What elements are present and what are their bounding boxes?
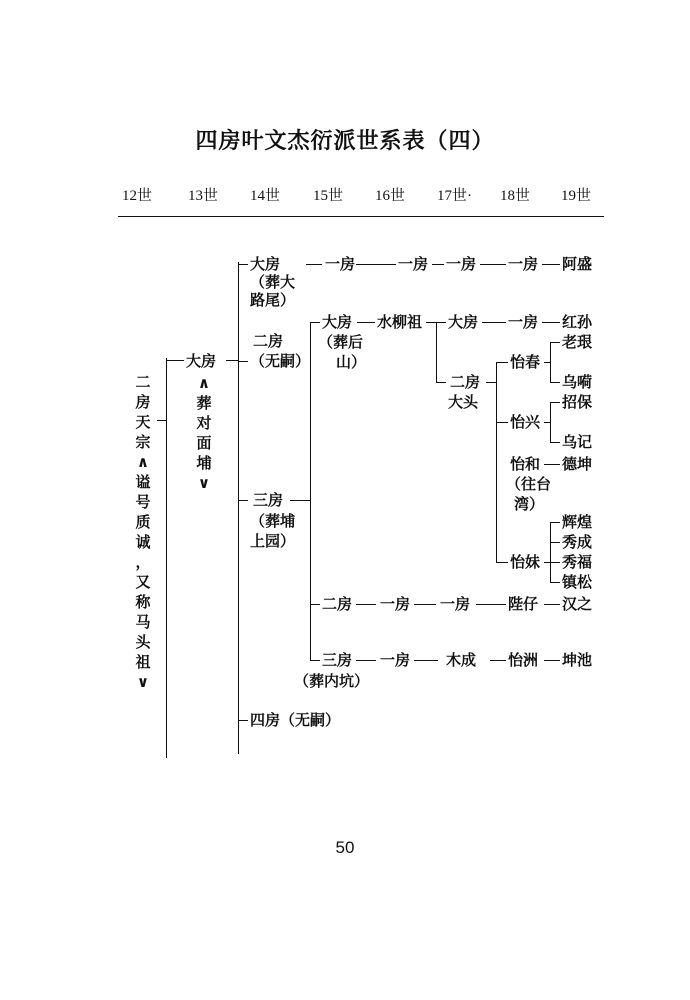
gen-18: 18世	[500, 188, 531, 204]
root-ancestor: 二 房 天 宗 ∧ 谥 号 质 诚 ， 又 称 马 头 祖 ∨	[135, 373, 151, 691]
g16-yifang-c: 一房	[380, 651, 411, 669]
g14-sanfang-note1: （葬埔	[250, 512, 296, 530]
gen-12: 12世	[122, 188, 153, 204]
g14-dafang: 大房	[250, 255, 281, 273]
line-14-trunk	[238, 262, 239, 754]
g19-kunchi: 坤池	[562, 651, 593, 669]
gen-13: 13世	[188, 188, 219, 204]
g15-dafang-note1: （葬后	[318, 333, 364, 351]
g18-yichun: 怡春	[510, 353, 541, 371]
g15-sanfang-note: （葬内坑）	[294, 672, 370, 690]
g18-yifang: 一房	[508, 313, 539, 331]
line-13-14	[226, 360, 238, 361]
line-15-erfang	[310, 604, 320, 605]
line-root-vertical	[166, 358, 167, 758]
line-yimei-a	[550, 522, 560, 523]
line-er-d	[544, 604, 560, 605]
g17-mucheng: 木成	[446, 651, 477, 669]
row1-g15: 一房	[325, 255, 356, 273]
gen-17: 17世·	[437, 188, 472, 204]
header-rule	[118, 216, 604, 217]
g18-yixing: 怡兴	[510, 413, 541, 431]
g14-sanfang: 三房	[253, 491, 284, 509]
g17-dafang: 大房	[448, 313, 479, 331]
g18-yimei: 怡妹	[510, 553, 541, 571]
page-title: 四房叶文杰衍派世系表（四）	[195, 129, 495, 154]
g19-xiufu: 秀福	[562, 553, 593, 571]
g17-yifang-b: 一房	[440, 595, 471, 613]
g19-huihuang: 辉煌	[562, 513, 593, 531]
line-yichun	[496, 362, 508, 363]
gen-19: 19世	[561, 188, 592, 204]
row1-g16: 一房	[398, 255, 429, 273]
g18-yihe-note1: （往台	[506, 475, 552, 493]
line-15-dafang	[310, 322, 320, 323]
g19-zhensong: 镇松	[562, 573, 593, 591]
g19-hanzhi: 汉之	[562, 595, 593, 613]
line-yixing	[496, 422, 508, 423]
line-18-19a	[542, 322, 560, 323]
g14-dafang-note1: （葬大	[250, 273, 296, 291]
g19-laoken: 老珢	[562, 333, 593, 351]
gen-15: 15世	[313, 188, 344, 204]
g18-bizai: 陛仔	[508, 595, 539, 613]
line-16-17	[426, 322, 436, 323]
line-r1-b	[356, 264, 396, 265]
g13-note: ∧ 葬 对 面 埔 ∨	[196, 374, 212, 492]
page-number: 50	[335, 838, 355, 857]
line-yixing-a	[550, 402, 560, 403]
g19-xiucheng: 秀成	[562, 533, 593, 551]
line-r1-e	[542, 264, 560, 265]
g19-zhaobao: 招保	[562, 393, 593, 411]
line-yimei-d	[550, 582, 560, 583]
g18-yizhou: 怡洲	[508, 651, 539, 669]
g13-dafang: 大房	[186, 352, 217, 370]
line-yimei-split	[550, 522, 551, 582]
row1-g18: 一房	[508, 255, 539, 273]
g15-erfang: 二房	[322, 595, 353, 613]
gen-16: 16世	[375, 188, 406, 204]
g18-yihe-note2: 湾）	[514, 495, 545, 513]
line-yimei	[496, 562, 508, 563]
line-er-a	[356, 604, 376, 605]
line-14-2	[238, 361, 248, 362]
gen-14: 14世	[250, 188, 281, 204]
line-er-b	[414, 604, 436, 605]
row1-g17: 一房	[446, 255, 477, 273]
line-r1-d	[480, 264, 506, 265]
line-r1-c	[432, 264, 444, 265]
g19-dekun: 德坤	[562, 455, 593, 473]
line-san-d	[544, 660, 560, 661]
g16-shuiliu: 水柳祖	[377, 313, 423, 331]
line-yichun-a	[550, 342, 560, 343]
line-san-a	[356, 660, 376, 661]
g14-sifang: 四房（无嗣）	[250, 711, 341, 729]
line-r1-a	[306, 264, 322, 265]
line-15-trunk	[310, 322, 311, 660]
g15-sanfang: 三房	[322, 651, 353, 669]
g15-dafang-note2: 山）	[336, 353, 367, 371]
line-erfang-18	[486, 382, 496, 383]
line-15-16	[357, 322, 375, 323]
g16-yifang-b: 一房	[380, 595, 411, 613]
line-17-split	[436, 322, 437, 382]
line-sanfang-15	[290, 500, 310, 501]
line-17-dafang	[436, 322, 446, 323]
line-root-tick	[157, 420, 166, 421]
line-14-1	[238, 264, 248, 265]
line-18-trunk	[496, 362, 497, 562]
line-17-18a	[482, 322, 506, 323]
line-yixing-b	[550, 442, 560, 443]
g19-hongsun: 红孙	[562, 313, 593, 331]
line-san-b	[414, 660, 438, 661]
g19-wuhong: 乌嗬	[562, 373, 593, 391]
line-17-erfang	[436, 382, 446, 383]
g15-dafang: 大房	[322, 313, 353, 331]
g19-wuji: 乌记	[562, 433, 593, 451]
line-yichun-b	[550, 382, 560, 383]
line-er-c	[476, 604, 506, 605]
line-yihe-19	[544, 464, 560, 465]
g14-erfang: 二房	[253, 332, 284, 350]
line-15-sanfang	[310, 660, 320, 661]
line-14-3	[238, 500, 248, 501]
line-yixing-split	[550, 402, 551, 442]
line-yimei-c	[550, 562, 560, 563]
line-14-4	[238, 720, 248, 721]
g14-erfang-note: （无嗣）	[250, 352, 311, 370]
g14-dafang-note2: 路尾）	[250, 291, 296, 309]
g17-erfang-alias: 大头	[448, 393, 479, 411]
line-yichun-split	[550, 342, 551, 382]
line-root-13	[166, 360, 184, 361]
line-san-c	[490, 660, 506, 661]
row1-g19: 阿盛	[562, 255, 593, 273]
g17-erfang: 二房	[450, 373, 481, 391]
g18-yihe: 怡和	[510, 455, 541, 473]
g14-sanfang-note2: 上园）	[250, 532, 296, 550]
line-yimei-b	[550, 542, 560, 543]
